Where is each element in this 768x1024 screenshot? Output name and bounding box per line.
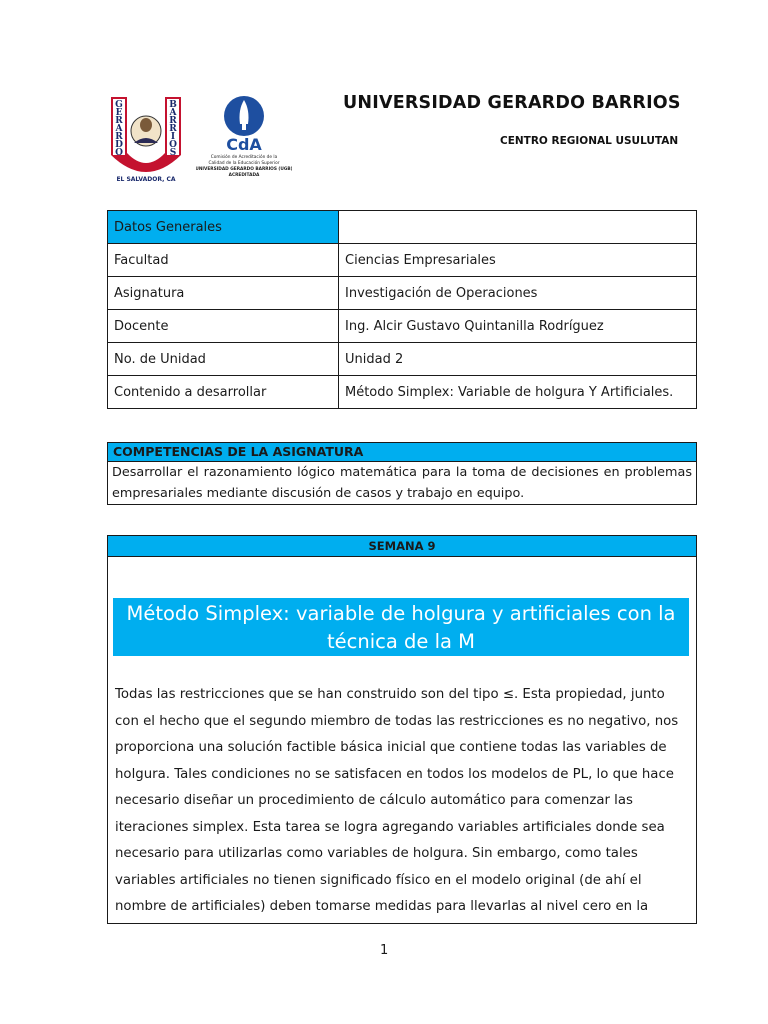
svg-text:A: A bbox=[115, 124, 123, 134]
competencias-box bbox=[107, 442, 697, 505]
svg-text:R: R bbox=[115, 116, 123, 126]
row-label: Asignatura bbox=[108, 277, 339, 310]
general-data-table bbox=[107, 210, 697, 409]
svg-text:E: E bbox=[115, 108, 123, 118]
paragraph-line: necesario para utilizarlas como variables de holgura. Sin embargo, como tales bbox=[115, 846, 638, 861]
svg-text:R: R bbox=[169, 116, 177, 126]
row-value: Ing. Alcir Gustavo Quintanilla Rodríguez bbox=[339, 310, 697, 343]
svg-text:CdA: CdA bbox=[226, 135, 262, 154]
row-label: Docente bbox=[108, 310, 339, 343]
page-number: 1 bbox=[380, 943, 389, 958]
table-row bbox=[108, 310, 697, 343]
svg-text:R: R bbox=[169, 124, 177, 134]
topic-banner bbox=[113, 598, 689, 656]
paragraph-line: holgura. Tales condiciones no se satisfacen en todos los modelos de PL, lo que hace bbox=[115, 766, 674, 782]
row-label: Contenido a desarrollar bbox=[108, 376, 339, 409]
svg-text:Calidad de la Educación Superi: Calidad de la Educación Superior bbox=[208, 161, 280, 166]
svg-text:R: R bbox=[115, 132, 123, 142]
paragraph-line: variables artificiales no tienen significado físico en el modelo original (de ahí el bbox=[115, 872, 642, 888]
svg-text:O: O bbox=[115, 148, 123, 158]
table-row bbox=[108, 244, 697, 277]
svg-text:B: B bbox=[169, 100, 177, 110]
semana-heading: SEMANA 9 bbox=[108, 536, 696, 557]
paragraph-line: nombre de artificiales) deben tomarse medidas para llevarlas al nivel cero en la bbox=[115, 899, 649, 914]
semana-box bbox=[107, 535, 697, 924]
table-header-empty-cell bbox=[339, 211, 697, 244]
row-value: Ciencias Empresariales bbox=[339, 244, 697, 277]
banner-line: técnica de la M bbox=[327, 630, 475, 653]
svg-text:O: O bbox=[169, 140, 177, 150]
paragraph-line: Todas las restricciones que se han construido son del tipo ≤. Esta propiedad, junto bbox=[115, 687, 665, 702]
row-value: Método Simplex: Variable de holgura Y Artificiales. bbox=[339, 376, 697, 409]
ugb-crest-logo bbox=[107, 93, 185, 185]
svg-text:D: D bbox=[115, 140, 123, 150]
cda-accreditation-logo bbox=[196, 90, 292, 186]
row-label: Facultad bbox=[108, 244, 339, 277]
body-paragraph bbox=[115, 682, 691, 921]
svg-text:A: A bbox=[169, 108, 177, 118]
table-row bbox=[108, 343, 697, 376]
row-value: Unidad 2 bbox=[339, 343, 697, 376]
banner-line: Método Simplex: variable de holgura y artificiales con la bbox=[126, 602, 676, 625]
table-row bbox=[108, 376, 697, 409]
svg-text:Comisión de Acreditación de la: Comisión de Acreditación de la bbox=[210, 155, 278, 160]
row-label: No. de Unidad bbox=[108, 343, 339, 376]
competencias-text: Desarrollar el razonamiento lógico matemática para la toma de decisiones en problemas empresariales mediante discusión de casos y trabajo en equipo. bbox=[112, 465, 692, 501]
competencias-heading: COMPETENCIAS DE LA ASIGNATURA bbox=[108, 443, 696, 462]
paragraph-line: iteraciones simplex. Esta tarea se logra agregando variables artificiales donde sea bbox=[115, 819, 665, 835]
paragraph-line: proporciona una solución factible básica inicial que contiene todas las variables de bbox=[115, 740, 667, 755]
regional-center-subtitle: CENTRO REGIONAL USULUTAN bbox=[500, 135, 679, 147]
table-header-row bbox=[108, 211, 697, 244]
svg-text:G: G bbox=[115, 100, 123, 110]
paragraph-line: con el hecho que el segundo miembro de todas las restricciones es no negativo, nos bbox=[115, 713, 679, 729]
paragraph-line: necesario diseñar un procedimiento de cálculo automático para comenzar las bbox=[115, 793, 633, 808]
table-row bbox=[108, 277, 697, 310]
university-title: UNIVERSIDAD GERARDO BARRIOS bbox=[343, 93, 681, 113]
svg-text:UNIVERSIDAD GERARDO BARRIOS (U: UNIVERSIDAD GERARDO BARRIOS (UGB) bbox=[196, 167, 292, 172]
svg-text:ACREDITADA: ACREDITADA bbox=[228, 173, 260, 178]
svg-text:I: I bbox=[170, 132, 176, 142]
svg-text:EL SALVADOR, CA: EL SALVADOR, CA bbox=[116, 176, 176, 183]
row-value: Investigación de Operaciones bbox=[339, 277, 697, 310]
svg-text:S: S bbox=[169, 148, 177, 158]
table-header-cell: Datos Generales bbox=[108, 211, 339, 244]
